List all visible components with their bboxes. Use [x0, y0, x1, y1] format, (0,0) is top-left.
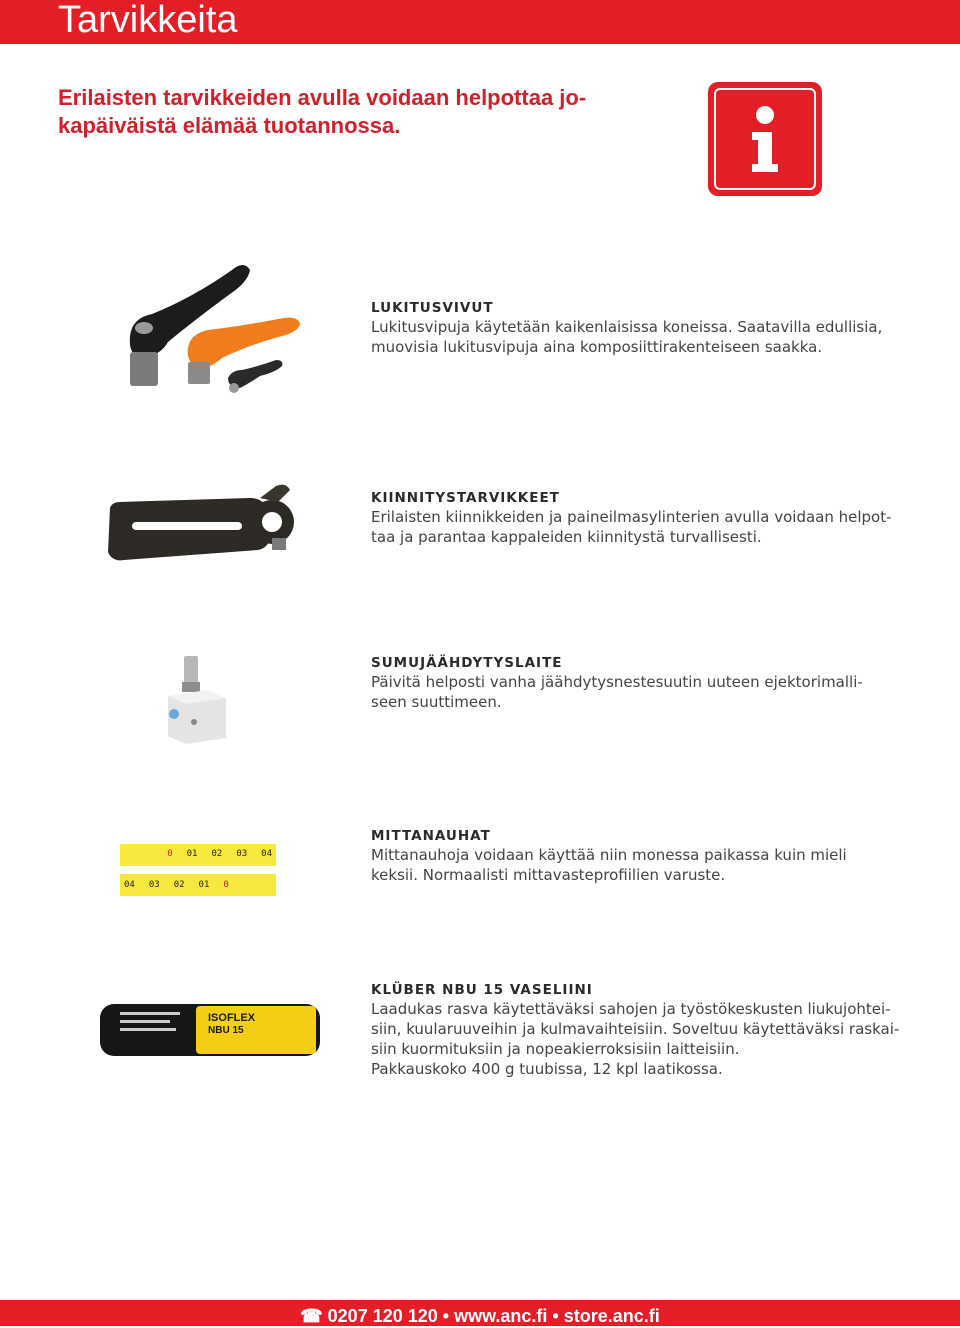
tape-label: 04 — [261, 849, 272, 859]
tape-label: 0 — [167, 849, 173, 859]
tape-label: 03 — [236, 849, 248, 859]
intro-text: Erilaisten tarvikkeiden avulla voidaan helpottaa jo- kapäiväistä elämää tuotannossa. — [58, 85, 587, 138]
grease-tube-image — [96, 998, 324, 1062]
section-title: SUMUJÄÄHDYTYSLAITE — [371, 655, 563, 671]
info-icon — [708, 82, 822, 196]
section-text: Mittanauhoja voidaan käyttää niin monessa paikassa kuin mieli keksii. Normaalisti mittavasteprofiilien varuste. — [371, 846, 847, 884]
tape-label: 04 — [124, 880, 135, 890]
tape-label: 02 — [211, 849, 223, 859]
section-mist-cooler — [371, 655, 911, 712]
section-text: Erilaisten kiinnikkeiden ja paineilmasylinterien avulla voidaan helpot- taa ja parantaa kappaleiden kiinnitystä turvallisesti. — [371, 508, 892, 546]
section-title: KLÜBER NBU 15 VASELIINI — [371, 982, 593, 998]
section-clamping — [371, 490, 911, 547]
tape-label: 01 — [198, 880, 210, 890]
tube-product: NBU 15 — [208, 1025, 244, 1036]
tube-brand: ISOFLEX — [208, 1012, 256, 1024]
section-title: LUKITUSVIVUT — [371, 300, 494, 316]
section-title: MITTANAUHAT — [371, 828, 491, 844]
section-locking-levers — [371, 300, 911, 357]
tape-label: 02 — [173, 880, 185, 890]
page-title: Tarvikkeita — [58, 0, 238, 41]
clamp-image — [100, 478, 300, 578]
section-text: Lukitusvipuja käytetään kaikenlaisissa koneissa. Saatavilla edullisia, muovisia lukitusvipuja aina komposiittirakenteiseen saakka. — [371, 318, 883, 356]
tape-label: 01 — [186, 849, 198, 859]
tape-label: 03 — [148, 880, 160, 890]
tape-label: 0 — [223, 880, 229, 890]
section-text: Päivitä helposti vanha jäähdytysnestesuutin uuteen ejektorimalli- seen suuttimeen. — [371, 673, 863, 711]
section-grease — [371, 982, 911, 1079]
tape-top — [120, 844, 276, 866]
mist-cooler-image — [160, 652, 232, 744]
locking-levers-image — [112, 248, 322, 403]
footer-contact: ☎ 0207 120 120 • www.anc.fi • store.anc.fi — [300, 1306, 660, 1326]
tape-bottom — [120, 874, 276, 896]
section-text: Laadukas rasva käytettäväksi sahojen ja työstökeskusten liukujohtei- siin, kuularuuveihin ja kulmavaihteisiin. Soveltuu käytettäväksi raskai- siin kuormituksiin ja nopeakierroksisiin laitteisiin. Pakkauskoko 400 g tuubissa, 12 kpl laatikossa. — [371, 1000, 900, 1078]
section-title: KIINNITYSTARVIKKEET — [371, 490, 560, 506]
section-measuring-tapes — [371, 828, 911, 885]
measuring-tape-image — [120, 844, 276, 896]
